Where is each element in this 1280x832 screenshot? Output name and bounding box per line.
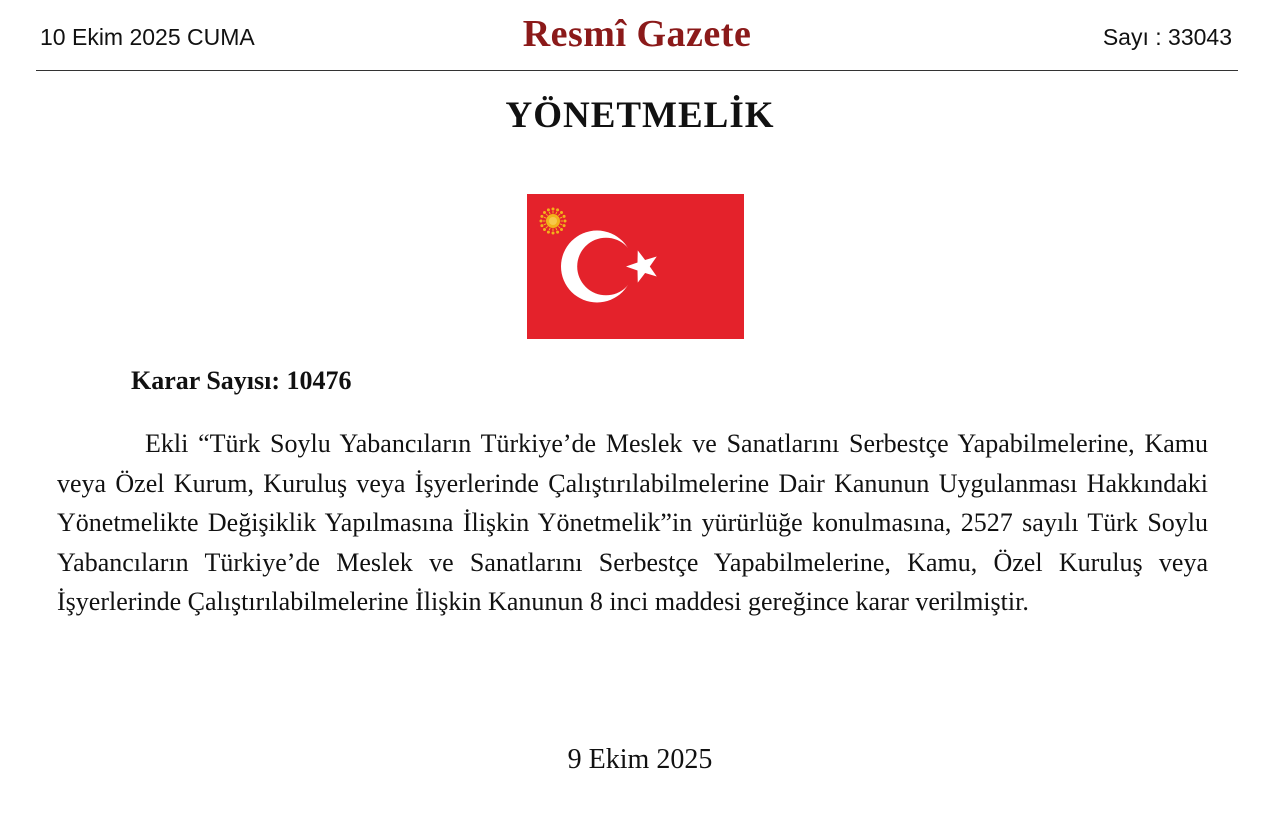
seal-star <box>543 211 546 214</box>
seal-star <box>556 208 559 211</box>
seal-star <box>564 220 567 223</box>
seal-star <box>540 224 543 227</box>
section-title: YÖNETMELİK <box>505 95 775 136</box>
issue-number: Sayı : 33043 <box>1102 24 1232 50</box>
seal-star <box>560 228 563 231</box>
seal-star <box>556 231 559 234</box>
decision-number: Karar Sayısı: 10476 <box>131 366 352 395</box>
seal-star <box>540 220 543 223</box>
seal-star <box>547 208 550 211</box>
seal-star <box>560 211 563 214</box>
gazette-header <box>36 0 1238 71</box>
seal-star <box>563 224 566 227</box>
decision-body-text: Ekli “Türk Soylu Yabancıların Türkiye’de Meslek ve Sanatlarını Serbestçe Yapabilmelerine, Kamu veya Özel Kurum, Kuruluş veya İşyerlerinde Çalıştırılabilmelerine Dair Kanunun Uygulanması Hakkındaki Yönetmelikte Değişiklik Yapılmasına İlişkin Yönetmelik”in yürürlüğe konulmasına, 2527 sayılı Türk Soylu Yabancıların Türkiye’de Meslek ve Sanatlarını Serbestçe Yapabilmelerine, Kamu, Özel Kuruluş veya İşyerlerinde Çalıştırılabilmelerine İlişkin Kanunun 8 inci maddesi gereğince karar verilmiştir. <box>57 429 1208 616</box>
seal-star <box>552 232 555 235</box>
gazette-title: Resmî Gazete <box>522 13 752 55</box>
seal-star <box>563 215 566 218</box>
signature-date: 9 Ekim 2025 <box>567 744 713 775</box>
seal-star <box>547 231 550 234</box>
seal-star <box>543 228 546 231</box>
turkish-flag-icon <box>527 194 744 339</box>
seal-star <box>552 208 555 211</box>
issue-date: 10 Ekim 2025 CUMA <box>40 24 255 50</box>
presidential-seal-icon <box>540 208 567 235</box>
seal-star <box>540 215 543 218</box>
